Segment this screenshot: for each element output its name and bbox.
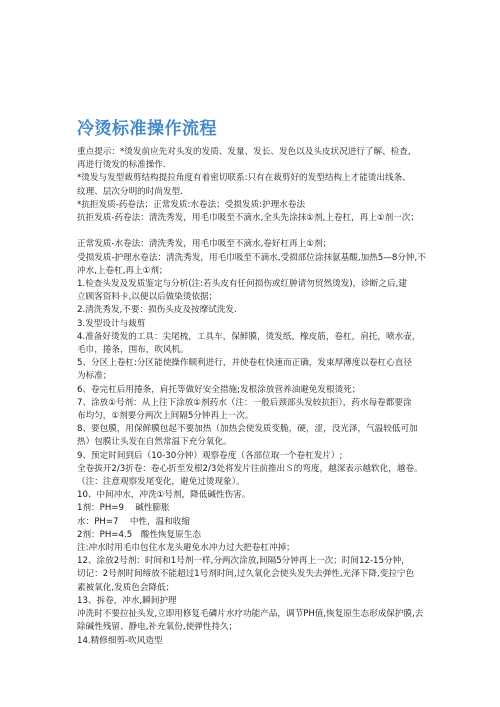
text-line: 6、卷完杠后用捲条，肩托等做好安全措施;发根涂放营养油避免发根烫死； [77, 384, 361, 395]
text-line: 3.发型设计与裁剪 [77, 318, 146, 329]
text-line: 14.精修细剪-吹风造型 [77, 635, 163, 646]
text-line: 1.检查头发及发质鉴定与分析(注:若头皮有任何损伤或红肿请勿贸然烫发)，诊断之后,建 [77, 279, 407, 290]
text-line: 素被氧化,发质色会降低； [77, 582, 175, 593]
text-line: 纹理、层次分明的时尚发型. [77, 186, 183, 197]
document-title: 冷烫标准操作流程 [77, 119, 217, 139]
text-line: 毛巾，捲条，围布，吹风机。 [77, 345, 189, 356]
text-line: 抗拒发质-药卷法：清洗秀发，用毛巾吸至不滴水,全头先涂抹①剂,上卷杠，再上①剂一次； [77, 213, 419, 224]
text-line: 水：PH=7 中性，温和收缩 [77, 516, 190, 527]
text-line: *烫发与发型裁剪结构提拉角度有着密切联系:只有在裁剪好的发型结构上才能烫出线条、 [77, 173, 411, 184]
text-line: 9、预定时间到后（10-30分钟）观察卷度（各部位取一个卷杠发片）; [77, 450, 343, 461]
text-line: 8、要包膜，用保鲜膜包起不要加热（加热会使发质变脆，硬，涩，没光泽，气温较低可加 [77, 424, 418, 435]
text-line: 切记：2号剂时间缔放不能超过1号剂时间,过久氧化会使头发失去弹性,光泽下降,变拉宁色 [77, 569, 415, 580]
document-body [77, 146, 472, 648]
text-line: 4.准备好烫发的工具：尖尾梳，工具车，保鲜膜，烫发纸，橡皮筋，卷杠，肩托，喷水壶， [77, 331, 421, 342]
text-line: 5、分区上卷杠:分区能使操作顺利进行，并使卷杠快速而正确，发束厚薄度以卷杠心直径 [77, 358, 412, 369]
text-line: 重点提示：*烫发前应先对头发的发质、发量、发长、发色以及头皮状况进行了解、检查, [77, 147, 411, 157]
text-line: 受损发质-护理水卷法：清洗秀发，用毛巾吸至不滴水,受损部位涂抹氨基酸,加热5—8分钟,不 [77, 252, 426, 263]
text-line: 冲水,上卷杠,再上①剂； [77, 265, 168, 276]
text-line: 正常发质-水卷法：清洗秀发，用毛巾吸至不滴水,卷好杠再上①剂； [77, 239, 332, 250]
text-line: 1剂：PH=9 碱性膨胀 [77, 503, 170, 514]
text-line: 注:冲水时用毛巾包住水龙头避免水冲力过大把卷杠冲掉； [77, 543, 295, 554]
text-line: 全卷拔开2/3折卷：卷心折至发根2/3处将发片往前推出Ｓ的弯度，越深表示越软化，越卷。 [77, 463, 423, 474]
text-line: 冲洗时不要拉扯头发,立即用修复毛磷片水疗功能产品，调节PH值,恢复原生态形成保护膜,去 [77, 609, 424, 620]
text-line: 7、涂放①号剂：从上往下涂放①剂药水（注：一般后颈部头发较抗拒），药水每卷都要涂 [77, 397, 412, 408]
text-line: 热）包膜让头发在自然常温下充分氧化。 [77, 437, 232, 448]
text-line: 2剂：PH=4.5 酸性恢复原生态 [77, 529, 201, 540]
text-line: 为标准； [77, 371, 112, 382]
blank-line [77, 225, 472, 238]
text-line: 再进行烫发的标准操作. [77, 160, 166, 171]
text-line: （注：注意观察发尾变化，避免过烫现象）。 [77, 477, 245, 488]
text-line: 布均匀，①剂要分两次上间隔5分钟再上一次。 [77, 411, 254, 422]
text-line: 13、拆卷，冲水,瞬间护理 [77, 595, 177, 606]
text-line: 除碱性残留、静电,补充氧份,使弹性持久； [77, 622, 238, 633]
text-line: *抗拒发质-药卷法；正常发质:水卷法；受损发质:护理水卷法 [77, 199, 306, 210]
text-line: 10、中间冲水，冲洗①号剂，降低碱性伤害。 [77, 490, 251, 501]
text-line: 2.清洗秀发,不要：损伤头皮及按摩试洗发. [77, 305, 237, 316]
text-line: 立顾客资料卡,以便以后做染烫依据； [77, 292, 218, 303]
text-line: 12、涂放2号剂：时间和1号剂一样,分两次涂放,间隔5分钟再上一次；时间12-15分钟， [77, 556, 410, 567]
